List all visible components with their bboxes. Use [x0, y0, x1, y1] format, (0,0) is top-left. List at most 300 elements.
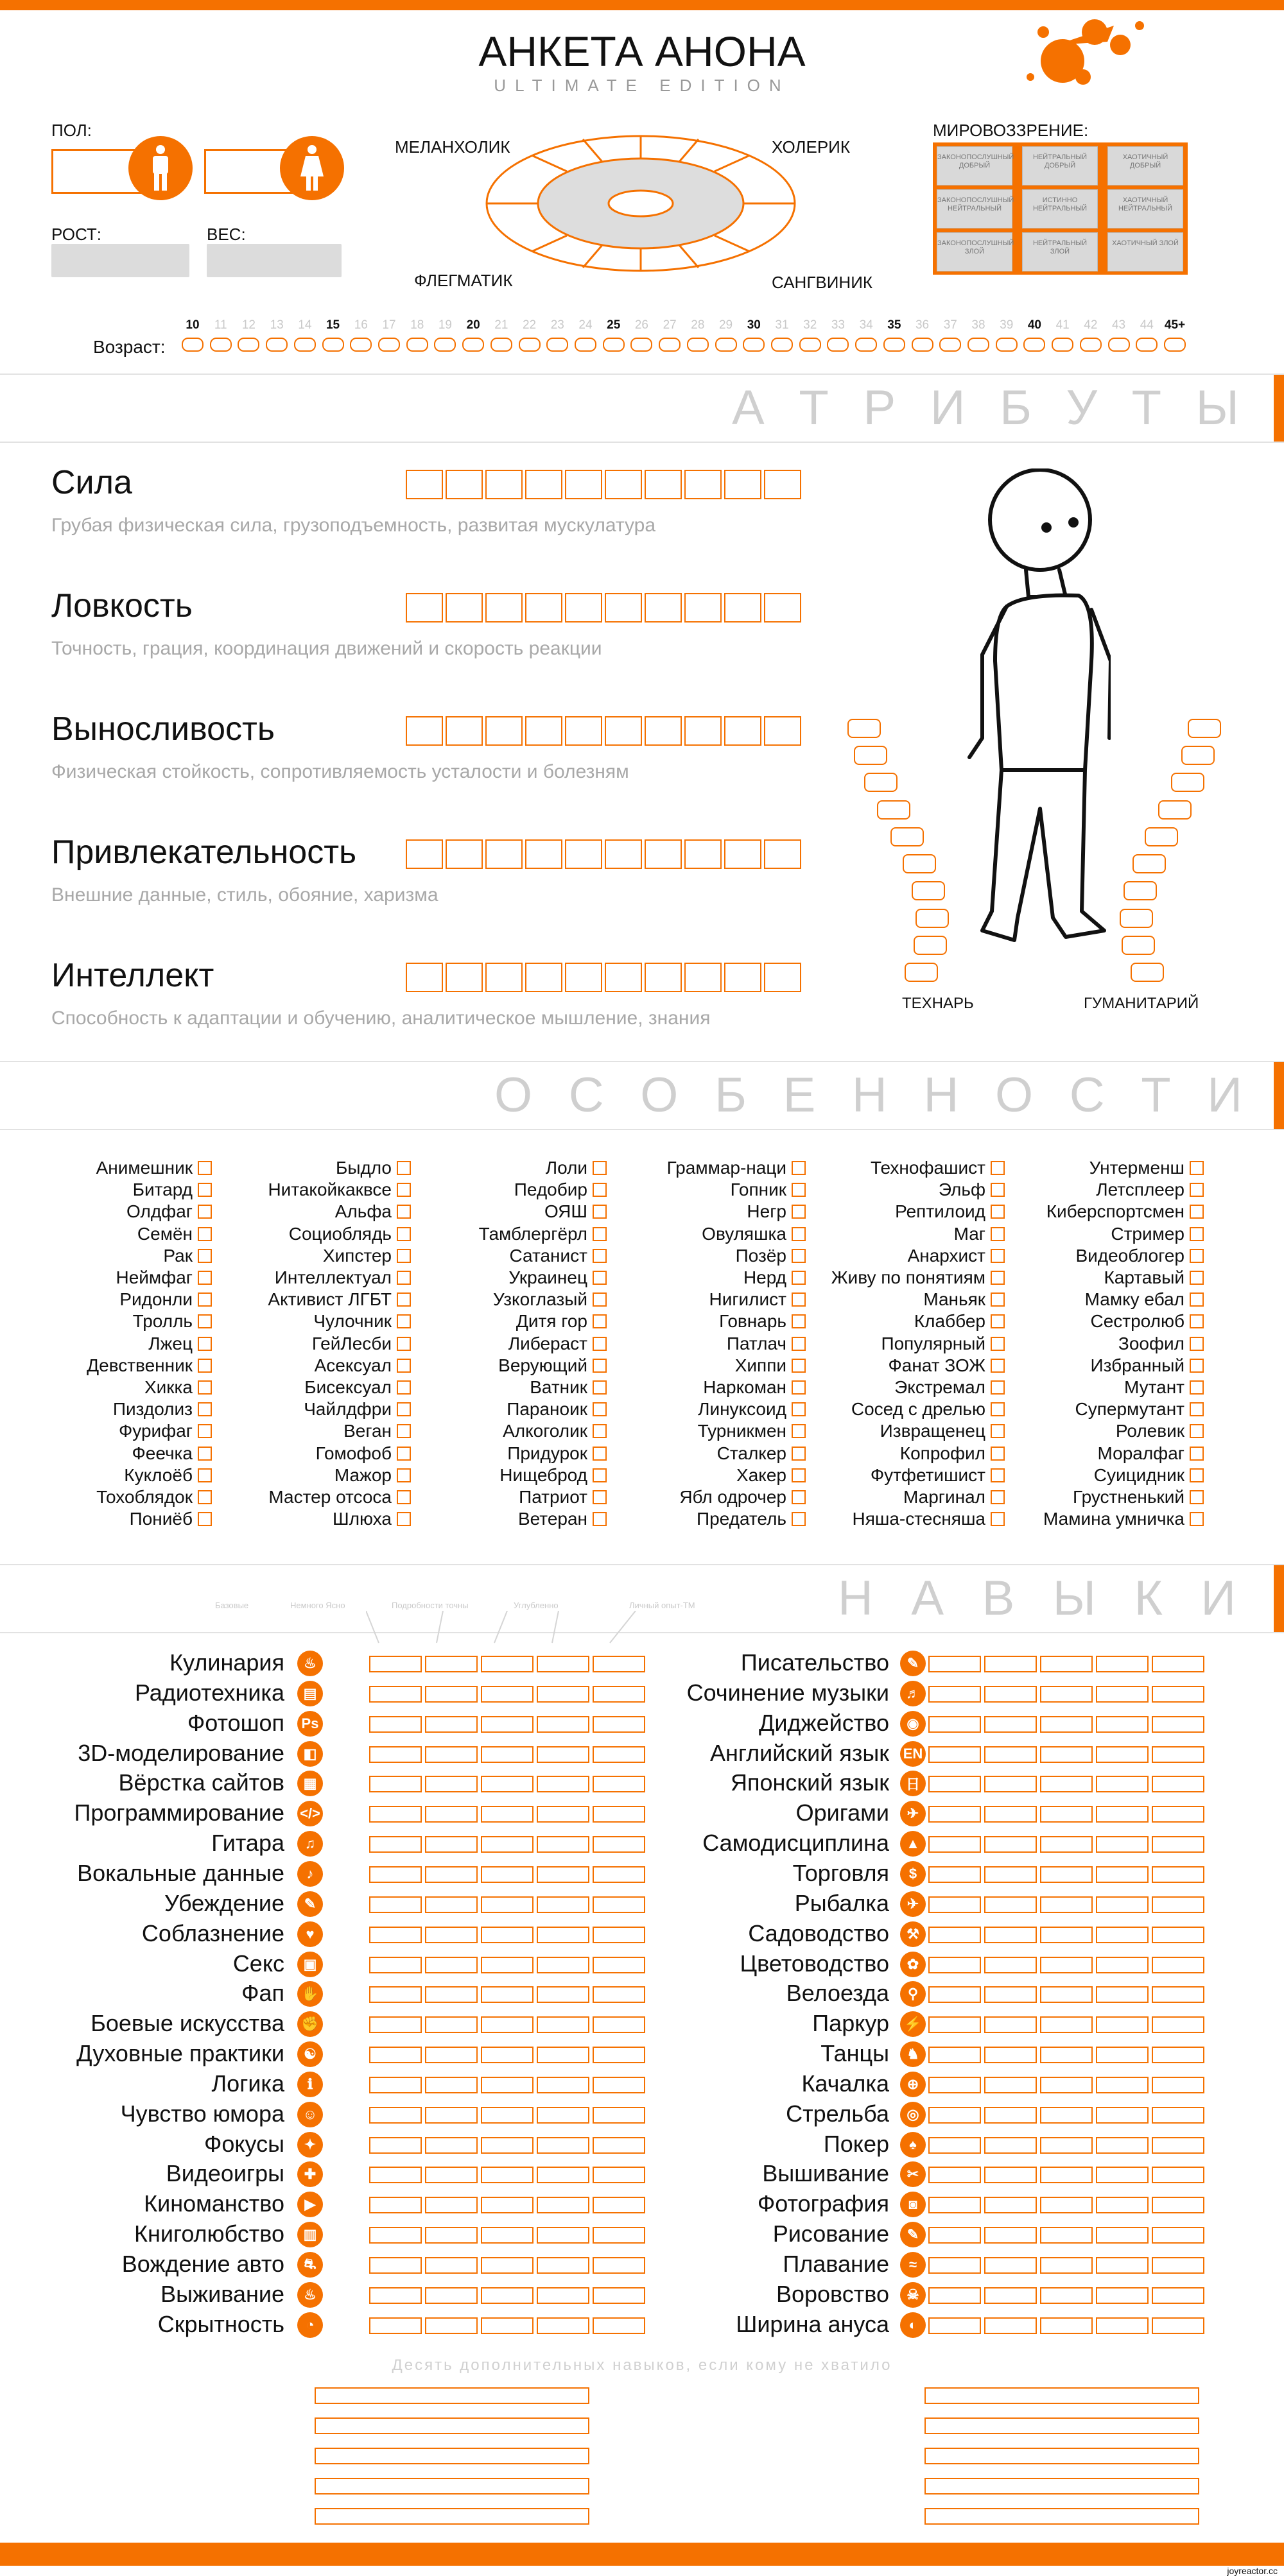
trait-row[interactable] — [1037, 1508, 1204, 1530]
skill-box[interactable] — [481, 1716, 534, 1733]
trait-row[interactable] — [440, 1223, 607, 1245]
hum-scale-box[interactable] — [1188, 719, 1221, 738]
age-option[interactable] — [996, 338, 1018, 352]
skill-box[interactable] — [984, 2047, 1037, 2063]
skill-box[interactable] — [369, 1986, 422, 2003]
skill-box[interactable] — [537, 1686, 589, 1703]
skill-level-boxes[interactable] — [369, 1836, 648, 1853]
skill-box[interactable] — [928, 2016, 981, 2033]
attribute-rating-boxes[interactable] — [406, 470, 804, 499]
rating-box[interactable] — [764, 839, 801, 869]
skill-level-boxes[interactable] — [369, 2016, 648, 2033]
trait-checkbox[interactable] — [991, 1292, 1005, 1307]
skill-box[interactable] — [1040, 1686, 1093, 1703]
skill-box[interactable] — [593, 2077, 645, 2093]
skill-box[interactable] — [1152, 2137, 1204, 2154]
trait-checkbox[interactable] — [792, 1314, 806, 1328]
worldview-lawful-neutral[interactable]: ЗАКОНОПОСЛУШНЫЙ НЕЙТРАЛЬНЫЙ — [937, 189, 1012, 228]
skill-box[interactable] — [425, 1746, 478, 1763]
trait-checkbox[interactable] — [792, 1424, 806, 1438]
skill-box[interactable] — [425, 1776, 478, 1792]
skill-box[interactable] — [369, 1746, 422, 1763]
tech-scale-box[interactable] — [914, 936, 947, 955]
trait-checkbox[interactable] — [397, 1314, 411, 1328]
skill-box[interactable] — [1096, 1836, 1149, 1853]
trait-row[interactable] — [639, 1201, 806, 1223]
trait-checkbox[interactable] — [792, 1161, 806, 1175]
hum-scale-box[interactable] — [1132, 854, 1166, 873]
trait-row[interactable] — [45, 1310, 212, 1332]
skill-level-boxes[interactable] — [928, 1806, 1208, 1823]
skill-box[interactable] — [1096, 1776, 1149, 1792]
tech-scale-box[interactable] — [890, 827, 924, 846]
trait-row[interactable] — [440, 1442, 607, 1464]
rating-box[interactable] — [724, 963, 761, 992]
rating-box[interactable] — [724, 716, 761, 746]
skill-level-boxes[interactable] — [928, 2287, 1208, 2304]
skill-box[interactable] — [425, 2257, 478, 2274]
skill-box[interactable] — [1152, 1746, 1204, 1763]
skill-box[interactable] — [928, 2047, 981, 2063]
trait-checkbox[interactable] — [397, 1183, 411, 1197]
trait-row[interactable] — [1037, 1310, 1204, 1332]
skill-box[interactable] — [369, 1716, 422, 1733]
trait-row[interactable] — [440, 1333, 607, 1355]
skill-box[interactable] — [1152, 1957, 1204, 1973]
worldview-grid[interactable] — [933, 142, 1188, 275]
trait-row[interactable] — [45, 1333, 212, 1355]
skill-box[interactable] — [369, 1927, 422, 1943]
trait-checkbox[interactable] — [593, 1271, 607, 1285]
rating-box[interactable] — [684, 470, 722, 499]
trait-row[interactable] — [1037, 1289, 1204, 1310]
extra-skill-field[interactable] — [315, 2448, 589, 2464]
trait-checkbox[interactable] — [198, 1380, 212, 1395]
trait-checkbox[interactable] — [593, 1490, 607, 1504]
rating-box[interactable] — [446, 963, 483, 992]
skill-box[interactable] — [928, 1686, 981, 1703]
rating-box[interactable] — [485, 716, 523, 746]
rating-box[interactable] — [525, 839, 562, 869]
skill-box[interactable] — [1096, 2107, 1149, 2124]
skill-box[interactable] — [425, 2107, 478, 2124]
trait-checkbox[interactable] — [991, 1271, 1005, 1285]
trait-row[interactable] — [1037, 1464, 1204, 1486]
skill-level-boxes[interactable] — [369, 1716, 648, 1733]
attribute-rating-boxes[interactable] — [406, 593, 804, 623]
skill-box[interactable] — [593, 1776, 645, 1792]
skill-box[interactable] — [593, 1927, 645, 1943]
trait-row[interactable] — [244, 1179, 411, 1201]
skill-box[interactable] — [537, 1776, 589, 1792]
skill-level-boxes[interactable] — [928, 1716, 1208, 1733]
trait-row[interactable] — [1037, 1486, 1204, 1508]
trait-row[interactable] — [440, 1179, 607, 1201]
skill-box[interactable] — [481, 1746, 534, 1763]
trait-checkbox[interactable] — [1190, 1227, 1204, 1241]
skill-level-boxes[interactable] — [928, 2167, 1208, 2183]
skill-box[interactable] — [593, 1896, 645, 1913]
trait-checkbox[interactable] — [593, 1380, 607, 1395]
skill-box[interactable] — [537, 2107, 589, 2124]
trait-row[interactable] — [838, 1355, 1005, 1377]
rating-box[interactable] — [645, 593, 682, 623]
skill-box[interactable] — [537, 1927, 589, 1943]
skill-box[interactable] — [1152, 2107, 1204, 2124]
skill-box[interactable] — [1152, 1896, 1204, 1913]
trait-row[interactable] — [1037, 1223, 1204, 1245]
skill-level-boxes[interactable] — [928, 2107, 1208, 2124]
skill-box[interactable] — [984, 2257, 1037, 2274]
trait-row[interactable] — [45, 1355, 212, 1377]
trait-row[interactable] — [838, 1420, 1005, 1442]
rating-box[interactable] — [605, 839, 642, 869]
skill-box[interactable] — [1040, 1957, 1093, 1973]
skill-box[interactable] — [1096, 1986, 1149, 2003]
skill-box[interactable] — [369, 2167, 422, 2183]
trait-checkbox[interactable] — [991, 1183, 1005, 1197]
trait-checkbox[interactable] — [593, 1424, 607, 1438]
skill-box[interactable] — [593, 2257, 645, 2274]
trait-row[interactable] — [440, 1355, 607, 1377]
trait-checkbox[interactable] — [593, 1512, 607, 1526]
trait-checkbox[interactable] — [198, 1161, 212, 1175]
trait-row[interactable] — [440, 1486, 607, 1508]
trait-checkbox[interactable] — [397, 1337, 411, 1351]
skill-box[interactable] — [425, 1896, 478, 1913]
trait-checkbox[interactable] — [991, 1380, 1005, 1395]
trait-row[interactable] — [1037, 1420, 1204, 1442]
skill-box[interactable] — [481, 2047, 534, 2063]
skill-box[interactable] — [1040, 1776, 1093, 1792]
trait-row[interactable] — [838, 1486, 1005, 1508]
trait-checkbox[interactable] — [1190, 1314, 1204, 1328]
extra-skill-field[interactable] — [924, 2448, 1199, 2464]
hum-scale-box[interactable] — [1124, 881, 1157, 900]
skill-box[interactable] — [1096, 1716, 1149, 1733]
trait-checkbox[interactable] — [198, 1249, 212, 1263]
rating-box[interactable] — [406, 470, 443, 499]
trait-row[interactable] — [45, 1377, 212, 1398]
rating-box[interactable] — [684, 963, 722, 992]
skill-box[interactable] — [984, 2287, 1037, 2304]
extra-skill-field[interactable] — [924, 2508, 1199, 2525]
trait-checkbox[interactable] — [1190, 1424, 1204, 1438]
skill-box[interactable] — [928, 2257, 981, 2274]
trait-row[interactable] — [440, 1201, 607, 1223]
skill-box[interactable] — [928, 1957, 981, 1973]
skill-box[interactable] — [481, 2137, 534, 2154]
age-option[interactable] — [294, 338, 316, 352]
skill-box[interactable] — [593, 1806, 645, 1823]
age-option[interactable] — [715, 338, 737, 352]
trait-checkbox[interactable] — [1190, 1380, 1204, 1395]
trait-checkbox[interactable] — [397, 1292, 411, 1307]
trait-row[interactable] — [639, 1223, 806, 1245]
skill-box[interactable] — [425, 2047, 478, 2063]
skill-box[interactable] — [593, 2317, 645, 2334]
skill-box[interactable] — [425, 1866, 478, 1883]
skill-box[interactable] — [537, 2287, 589, 2304]
skill-box[interactable] — [369, 1866, 422, 1883]
trait-checkbox[interactable] — [397, 1447, 411, 1461]
trait-row[interactable] — [440, 1267, 607, 1289]
skill-box[interactable] — [984, 2137, 1037, 2154]
trait-checkbox[interactable] — [991, 1314, 1005, 1328]
rating-box[interactable] — [724, 470, 761, 499]
skill-box[interactable] — [1152, 1776, 1204, 1792]
age-option[interactable] — [210, 338, 232, 352]
age-option[interactable] — [1052, 338, 1073, 352]
skill-box[interactable] — [984, 2107, 1037, 2124]
skill-box[interactable] — [984, 1686, 1037, 1703]
trait-checkbox[interactable] — [593, 1292, 607, 1307]
trait-checkbox[interactable] — [792, 1271, 806, 1285]
age-option[interactable] — [883, 338, 905, 352]
trait-checkbox[interactable] — [198, 1490, 212, 1504]
rating-box[interactable] — [446, 839, 483, 869]
age-option[interactable] — [939, 338, 961, 352]
extra-skill-field[interactable] — [315, 2417, 589, 2434]
rating-box[interactable] — [645, 716, 682, 746]
skill-box[interactable] — [369, 2047, 422, 2063]
skill-box[interactable] — [481, 1806, 534, 1823]
trait-row[interactable] — [639, 1464, 806, 1486]
age-option[interactable] — [912, 338, 933, 352]
skill-box[interactable] — [984, 1986, 1037, 2003]
skill-level-boxes[interactable] — [928, 2016, 1208, 2033]
age-option[interactable] — [322, 338, 344, 352]
trait-checkbox[interactable] — [991, 1402, 1005, 1416]
trait-row[interactable] — [45, 1508, 212, 1530]
skill-box[interactable] — [984, 1866, 1037, 1883]
trait-row[interactable] — [440, 1289, 607, 1310]
trait-checkbox[interactable] — [397, 1227, 411, 1241]
skill-box[interactable] — [425, 1716, 478, 1733]
trait-row[interactable] — [244, 1508, 411, 1530]
skill-box[interactable] — [537, 1836, 589, 1853]
skill-box[interactable] — [1040, 1746, 1093, 1763]
age-option[interactable] — [1023, 338, 1045, 352]
trait-row[interactable] — [45, 1486, 212, 1508]
trait-checkbox[interactable] — [593, 1402, 607, 1416]
trait-row[interactable] — [1037, 1201, 1204, 1223]
age-option[interactable] — [967, 338, 989, 352]
skill-box[interactable] — [481, 1866, 534, 1883]
skill-box[interactable] — [425, 2167, 478, 2183]
worldview-true-neutral[interactable]: ИСТИННО НЕЙТРАЛЬНЫЙ — [1022, 189, 1098, 228]
trait-checkbox[interactable] — [792, 1512, 806, 1526]
skill-box[interactable] — [1152, 1716, 1204, 1733]
skill-box[interactable] — [1096, 2137, 1149, 2154]
trait-checkbox[interactable] — [198, 1227, 212, 1241]
trait-row[interactable] — [440, 1398, 607, 1420]
skill-box[interactable] — [537, 2317, 589, 2334]
trait-checkbox[interactable] — [792, 1205, 806, 1219]
skill-box[interactable] — [425, 1927, 478, 1943]
attribute-rating-boxes[interactable] — [406, 716, 804, 746]
trait-checkbox[interactable] — [198, 1402, 212, 1416]
trait-checkbox[interactable] — [593, 1337, 607, 1351]
rating-box[interactable] — [565, 963, 602, 992]
skill-box[interactable] — [537, 2197, 589, 2213]
skill-box[interactable] — [1096, 2167, 1149, 2183]
skill-box[interactable] — [1040, 1896, 1093, 1913]
rating-box[interactable] — [605, 716, 642, 746]
skill-box[interactable] — [1096, 2227, 1149, 2244]
trait-checkbox[interactable] — [792, 1337, 806, 1351]
trait-row[interactable] — [1037, 1355, 1204, 1377]
skill-box[interactable] — [481, 2257, 534, 2274]
height-field[interactable] — [51, 244, 189, 277]
trait-checkbox[interactable] — [593, 1205, 607, 1219]
skill-box[interactable] — [537, 2047, 589, 2063]
rating-box[interactable] — [645, 470, 682, 499]
skill-level-boxes[interactable] — [369, 2227, 648, 2244]
skill-box[interactable] — [1096, 2016, 1149, 2033]
skill-box[interactable] — [425, 2287, 478, 2304]
trait-checkbox[interactable] — [198, 1424, 212, 1438]
skill-box[interactable] — [593, 2107, 645, 2124]
skill-box[interactable] — [1040, 2317, 1093, 2334]
trait-row[interactable] — [45, 1223, 212, 1245]
age-option[interactable] — [603, 338, 625, 352]
rating-box[interactable] — [565, 839, 602, 869]
trait-row[interactable] — [45, 1289, 212, 1310]
skill-box[interactable] — [1040, 1866, 1093, 1883]
trait-row[interactable] — [45, 1442, 212, 1464]
age-option[interactable] — [238, 338, 259, 352]
trait-row[interactable] — [244, 1442, 411, 1464]
age-option[interactable] — [406, 338, 428, 352]
skill-box[interactable] — [1096, 1866, 1149, 1883]
skill-box[interactable] — [928, 1746, 981, 1763]
skill-box[interactable] — [369, 1836, 422, 1853]
trait-checkbox[interactable] — [991, 1249, 1005, 1263]
skill-box[interactable] — [593, 1836, 645, 1853]
skill-level-boxes[interactable] — [928, 2227, 1208, 2244]
trait-checkbox[interactable] — [198, 1337, 212, 1351]
skill-box[interactable] — [537, 1866, 589, 1883]
skill-box[interactable] — [537, 1746, 589, 1763]
trait-row[interactable] — [45, 1464, 212, 1486]
worldview-neutral-evil[interactable]: НЕЙТРАЛЬНЫЙ ЗЛОЙ — [1022, 232, 1098, 271]
trait-checkbox[interactable] — [198, 1183, 212, 1197]
age-option[interactable] — [378, 338, 400, 352]
skill-box[interactable] — [1096, 1896, 1149, 1913]
skill-box[interactable] — [984, 2197, 1037, 2213]
skill-level-boxes[interactable] — [369, 1656, 648, 1672]
tech-scale-box[interactable] — [877, 800, 910, 820]
skill-box[interactable] — [425, 2317, 478, 2334]
rating-box[interactable] — [525, 963, 562, 992]
skill-box[interactable] — [425, 1957, 478, 1973]
rating-box[interactable] — [446, 470, 483, 499]
rating-box[interactable] — [605, 963, 642, 992]
skill-box[interactable] — [537, 2137, 589, 2154]
skill-box[interactable] — [928, 1716, 981, 1733]
skill-level-boxes[interactable] — [928, 2077, 1208, 2093]
hum-scale-box[interactable] — [1145, 827, 1178, 846]
rating-box[interactable] — [446, 716, 483, 746]
skill-box[interactable] — [1152, 2047, 1204, 2063]
rating-box[interactable] — [724, 593, 761, 623]
rating-box[interactable] — [764, 963, 801, 992]
trait-row[interactable] — [244, 1464, 411, 1486]
trait-checkbox[interactable] — [198, 1468, 212, 1482]
skill-box[interactable] — [593, 1866, 645, 1883]
skill-level-boxes[interactable] — [369, 1866, 648, 1883]
skill-box[interactable] — [1152, 2317, 1204, 2334]
skill-box[interactable] — [369, 2287, 422, 2304]
temperament-wheel[interactable] — [480, 130, 801, 296]
skill-box[interactable] — [928, 2197, 981, 2213]
trait-checkbox[interactable] — [198, 1271, 212, 1285]
trait-row[interactable] — [244, 1398, 411, 1420]
skill-box[interactable] — [984, 1836, 1037, 1853]
age-option[interactable] — [827, 338, 849, 352]
trait-checkbox[interactable] — [593, 1359, 607, 1373]
worldview-neutral-good[interactable]: НЕЙТРАЛЬНЫЙ ДОБРЫЙ — [1022, 146, 1098, 185]
skill-box[interactable] — [1040, 2197, 1093, 2213]
skill-box[interactable] — [481, 1836, 534, 1853]
extra-skill-field[interactable] — [924, 2387, 1199, 2404]
rating-box[interactable] — [565, 593, 602, 623]
skill-box[interactable] — [593, 2227, 645, 2244]
trait-checkbox[interactable] — [593, 1183, 607, 1197]
tech-scale-box[interactable] — [864, 773, 898, 792]
skill-box[interactable] — [593, 1986, 645, 2003]
skill-box[interactable] — [369, 1656, 422, 1672]
skill-box[interactable] — [1152, 1927, 1204, 1943]
skill-box[interactable] — [1096, 2287, 1149, 2304]
skill-box[interactable] — [593, 1656, 645, 1672]
skill-box[interactable] — [1152, 2227, 1204, 2244]
trait-checkbox[interactable] — [991, 1337, 1005, 1351]
trait-row[interactable] — [639, 1310, 806, 1332]
age-option[interactable] — [1164, 338, 1186, 352]
skill-box[interactable] — [537, 1716, 589, 1733]
age-option[interactable] — [182, 338, 204, 352]
trait-row[interactable] — [838, 1377, 1005, 1398]
trait-row[interactable] — [639, 1377, 806, 1398]
trait-row[interactable] — [838, 1179, 1005, 1201]
skill-box[interactable] — [1040, 1836, 1093, 1853]
age-option[interactable] — [743, 338, 765, 352]
skill-box[interactable] — [369, 1686, 422, 1703]
rating-box[interactable] — [485, 839, 523, 869]
trait-checkbox[interactable] — [1190, 1359, 1204, 1373]
trait-checkbox[interactable] — [397, 1249, 411, 1263]
trait-checkbox[interactable] — [593, 1161, 607, 1175]
skill-level-boxes[interactable] — [369, 1986, 648, 2003]
skill-level-boxes[interactable] — [369, 2197, 648, 2213]
skill-box[interactable] — [1152, 2167, 1204, 2183]
rating-box[interactable] — [525, 470, 562, 499]
skill-box[interactable] — [928, 1927, 981, 1943]
skill-box[interactable] — [1040, 2257, 1093, 2274]
skill-box[interactable] — [369, 2317, 422, 2334]
worldview-chaotic-good[interactable]: ХАОТИЧНЫЙ ДОБРЫЙ — [1107, 146, 1183, 185]
trait-checkbox[interactable] — [792, 1380, 806, 1395]
skill-level-boxes[interactable] — [369, 2287, 648, 2304]
rating-box[interactable] — [406, 963, 443, 992]
trait-row[interactable] — [244, 1223, 411, 1245]
rating-box[interactable] — [764, 470, 801, 499]
trait-checkbox[interactable] — [1190, 1249, 1204, 1263]
skill-box[interactable] — [481, 2227, 534, 2244]
trait-checkbox[interactable] — [198, 1292, 212, 1307]
